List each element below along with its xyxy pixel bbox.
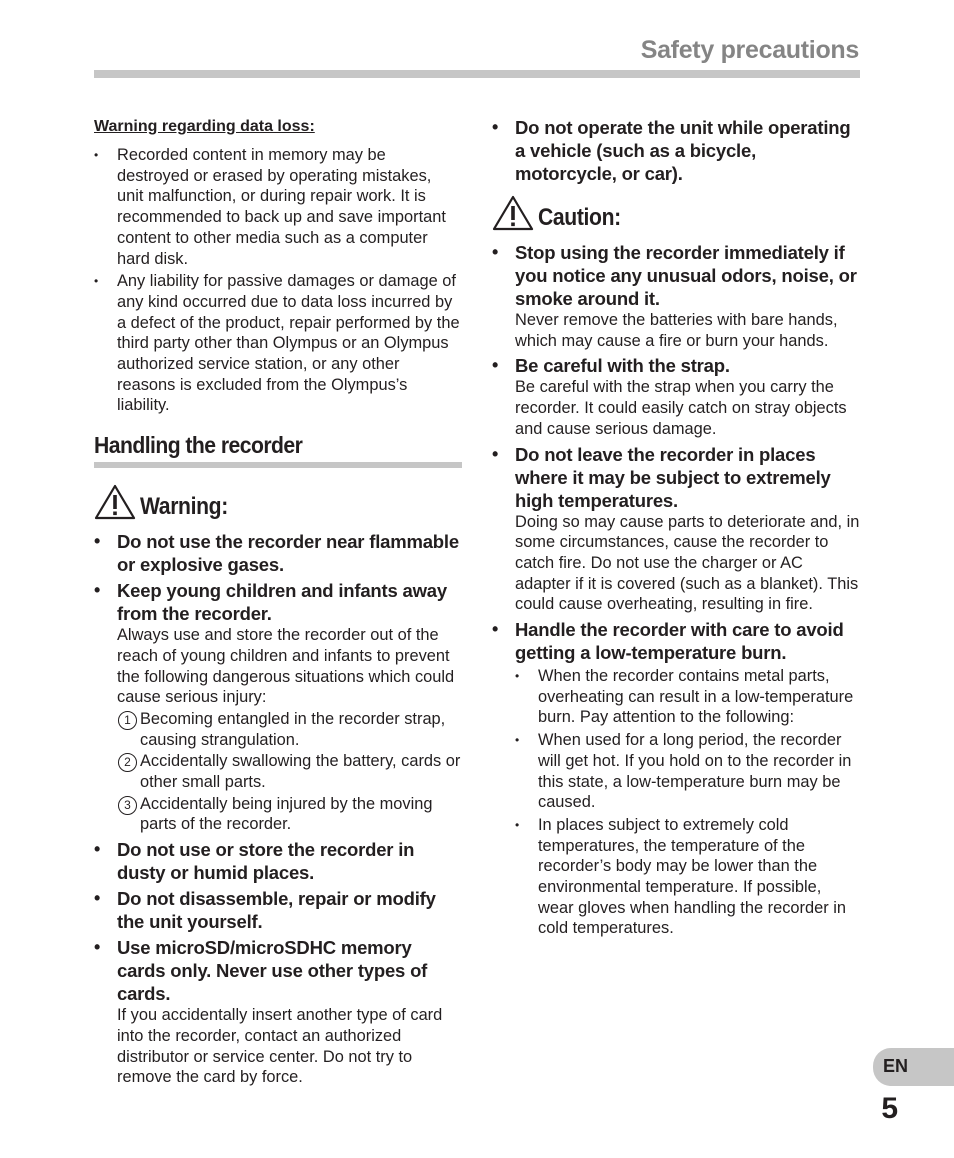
data-loss-list: [94, 145, 462, 416]
list-item: [492, 116, 860, 185]
item-heading: • Be careful with the strap.: [515, 355, 730, 377]
item-heading: • Do not leave the recorder in places where it may be subject to extremely high temperatures.: [515, 443, 831, 511]
item-heading: • Handle the recorder with care to avoid getting a low-temperature burn.: [515, 619, 844, 664]
burn-sub-list: [515, 666, 860, 939]
language-label: EN: [883, 1056, 909, 1076]
item-heading: • Stop using the recorder immediately if you notice any unusual odors, noise, or smoke around it.: [515, 242, 857, 309]
sub-list-item: • In places subject to extremely cold temperatures, the temperature of the recorder’s body may be lower than the environmental temperature. If possible, wear gloves when handling the recorder in cold temperatures.: [515, 815, 860, 939]
item-body: Never remove the batteries with bare hands, which may cause a fire or burn your hands.: [515, 311, 838, 350]
list-item: • Recorded content in memory may be destroyed or erased by operating mistakes, unit malfunction, or during repair work. It is recommended to back up and save important content to other media such as a computer hard disk.: [94, 145, 462, 269]
list-item: [94, 887, 462, 933]
numbered-item: [117, 751, 462, 792]
list-item: [492, 354, 860, 439]
item-heading: • Keep young children and infants away from the recorder.: [117, 580, 447, 625]
data-loss-heading: Warning regarding data loss:: [94, 118, 315, 135]
list-item: [94, 936, 462, 1088]
warning-triangle-icon: [94, 484, 136, 520]
circled-number: 3: [118, 796, 137, 815]
warning-label: Warning:: [140, 493, 228, 521]
item-body: Always use and store the recorder out of the reach of young children and infants to prevent the following dangerous situations which could cause serious injury:: [117, 626, 455, 707]
numbered-text: Accidentally swallowing the battery, cards or other small parts.: [140, 752, 461, 792]
language-tab: [873, 1048, 954, 1086]
caution-triangle-icon: [492, 195, 534, 231]
section-rule: [94, 462, 462, 468]
left-column: [94, 116, 462, 1091]
numbered-list: [117, 709, 462, 835]
sub-list-item: • When the recorder contains metal parts, overheating can result in a low-temperature burn. Pay attention to the following:: [515, 666, 860, 728]
page-number: 5: [881, 1092, 898, 1125]
sub-list-item: • When used for a long period, the recorder will get hot. If you hold on to the recorder in this state, a low-temperature burn may be caused.: [515, 730, 860, 813]
numbered-item: [117, 794, 462, 835]
list-item: [94, 579, 462, 835]
list-item: [94, 530, 462, 576]
item-body: If you accidentally insert another type of card into the recorder, contact an authorized distributor or service center. Do not try to remove the card by force.: [117, 1006, 443, 1087]
warning-list: [94, 530, 462, 1088]
item-body: Be careful with the strap when you carry the recorder. It could easily catch on stray objects and cause serious damage.: [515, 378, 847, 438]
numbered-text: Accidentally being injured by the moving parts of the recorder.: [140, 794, 433, 834]
item-heading: • Do not use or store the recorder in dusty or humid places.: [117, 839, 415, 884]
item-heading: • Use microSD/microSDHC memory cards only. Never use other types of cards.: [117, 937, 428, 1005]
vehicle-list: [492, 116, 860, 185]
list-item: [492, 618, 860, 939]
list-item: [492, 443, 860, 616]
warning-heading: [94, 484, 462, 520]
circled-number: 2: [118, 753, 137, 772]
item-body: Doing so may cause parts to deteriorate and, in some circumstances, cause the recorder to catch fire. Do not use the charger or AC adapter if it is covered (such as a blanket). This could cause overheating, resulting in fire.: [515, 512, 860, 614]
item-heading: • Do not operate the unit while operating a vehicle (such as a bicycle, motorcycle, or car).: [515, 117, 851, 184]
list-item: • Any liability for passive damages or damage of any kind occurred due to data loss incurred by a defect of the product, repair performed by the third party other than Olympus or an Olympus authorized service station, or any other reasons is excluded from the Olympus’s liability.: [94, 271, 462, 416]
section-title-handling: Handling the recorder: [94, 432, 303, 459]
item-heading: • Do not disassemble, repair or modify the unit yourself.: [117, 888, 436, 933]
caution-label: Caution:: [538, 204, 621, 231]
list-item: [492, 241, 860, 351]
list-item: [94, 838, 462, 884]
caution-heading: [492, 195, 860, 231]
circled-number: 1: [118, 711, 137, 730]
item-heading: • Do not use the recorder near flammable or explosive gases.: [117, 531, 459, 576]
header-rule: [94, 70, 860, 78]
numbered-text: Becoming entangled in the recorder strap, causing strangulation.: [140, 709, 446, 749]
right-column: [492, 116, 860, 942]
page-header-title: Safety precautions: [640, 36, 859, 64]
caution-list: [492, 241, 860, 939]
numbered-item: [117, 709, 462, 750]
